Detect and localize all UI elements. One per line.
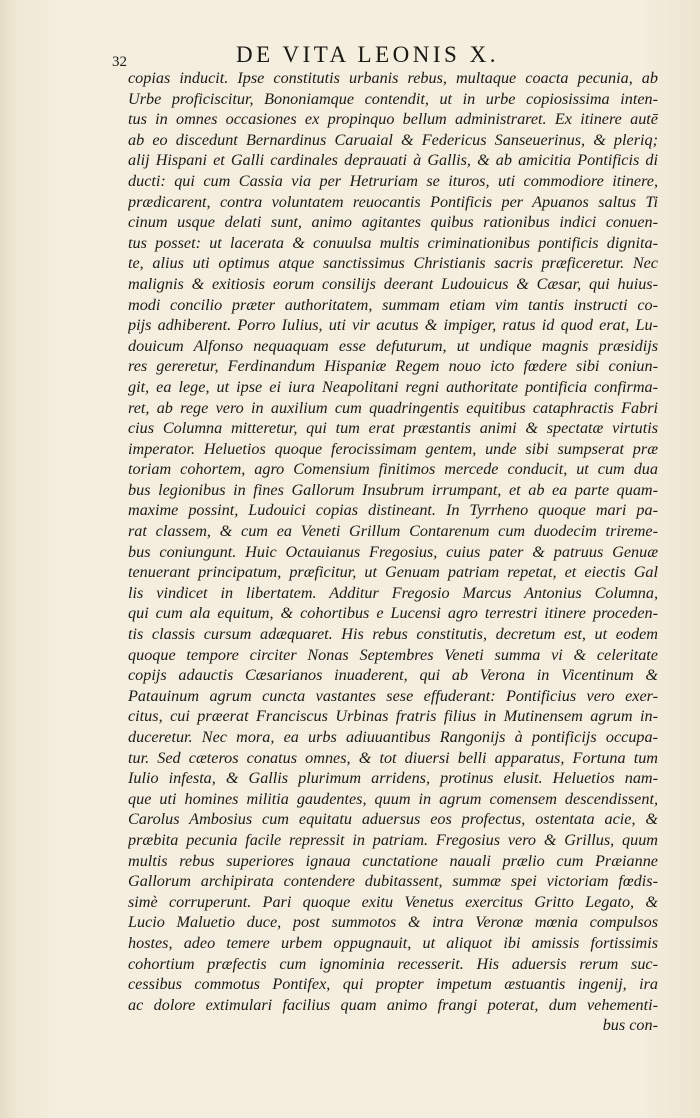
- running-head: DE VITA LEONIS X.: [236, 42, 499, 67]
- text-line: bus coniungunt. Huic Octauianus Fregosius, cuius pater & patruus Genuæ: [128, 542, 658, 561]
- text-line: Urbe proficiscitur, Bononiamque contendit, ut in urbe copiosissima inten-: [128, 89, 658, 108]
- text-line: maxime possint, Ludouici copias distineant. In Tyrrheno quoque mari pa-: [128, 501, 658, 520]
- text-line: Lucio Maluetio duce, post summotos & intra Veronæ mœnia compulsos: [128, 913, 658, 932]
- text-line: citus, cui præerat Franciscus Urbinas fratris filius in Mutinensem agrum in-: [128, 707, 658, 726]
- text-line: toriam cohortem, agro Comensium finitimos mercede conducit, ut cum dua: [128, 460, 658, 479]
- text-line: alij Hispani et Galli cardinales deprauati à Gallis, & ab amicitia Pontificis di: [128, 151, 658, 170]
- text-line: imperator. Heluetios quoque ferocissimam gentem, unde sibi sumpserat præ: [128, 439, 658, 458]
- text-line: copijs adauctis Cæsarianos inuaderent, qui ab Verona in Vicentinum &: [128, 666, 658, 685]
- text-line: tur. Sed cæteros conatus omnes, & tot diuersi belli apparatus, Fortuna tum: [128, 748, 658, 767]
- text-line: Patauinum agrum cuncta vastantes sese effuderant: Pontificius vero exer-: [128, 686, 658, 705]
- text-line: ab eo discedunt Bernardinus Caruaial & Federicus Sanseuerinus, & pleriq;: [128, 130, 658, 149]
- text-line: Carolus Ambosius cum equitatu aduersus eos profectus, ostentata acie, &: [128, 810, 658, 829]
- text-line: Gallorum archipirata contendere dubitassent, summæ spei victoriam fœdis-: [128, 872, 658, 891]
- text-line: copias inducit. Ipse constitutis urbanis rebus, multaque coacta pecunia, ab: [128, 69, 658, 87]
- text-line: te, alius uti optimus atque sanctissimus Christianis sacris præficeretur. Nec: [128, 254, 658, 273]
- text-line: tus in omnes occasiones ex propinquo bellum administraret. Ex itinere autē: [128, 110, 658, 129]
- text-line: duceretur. Nec mora, ea urbs adiuuantibus Rangonijs à pontificijs occupa-: [128, 728, 658, 746]
- page-number: 32: [112, 54, 127, 70]
- text-line: malignis & exitiosis eorum consilijs deerant Ludouicus & Cæsar, qui huius-: [128, 274, 658, 293]
- text-line: cinum usque delati sunt, animo agitantes quibus rationibus indici conuen-: [128, 213, 658, 232]
- text-line: git, ea lege, ut ipse ei iura Neapolitani regni authoritate pontificia confirma-: [128, 377, 658, 396]
- text-line: hostes, adeo temere urbem oppugnauit, ut aliquot ibi amissis fortissimis: [128, 933, 658, 952]
- text-line: ducti: qui cum Cassia via per Hetruriam se ituros, uti commodiore itinere,: [128, 171, 658, 190]
- text-line: rat classem, & cum ea Veneti Grillum Contarenum cum duodecim trireme-: [128, 522, 658, 541]
- text-line: que uti homines militia gaudentes, quum in agrum comensem descendissent,: [128, 789, 658, 808]
- text-line: simè corruperunt. Pari quoque exitu Venetus exercitus Gritto Legato, &: [128, 892, 658, 911]
- text-line: tus posset: ut lacerata & conuulsa multis criminationibus pontificis dignita-: [128, 233, 658, 252]
- text-line: modi concilio præter authoritatem, summam etiam vim tantis instructi co-: [128, 295, 658, 314]
- text-line: qui cum ala equitum, & cohortibus e Lucensi agro terrestri itinere proceden-: [128, 604, 658, 623]
- text-line: lis vindicet in libertatem. Additur Fregosio Marcus Antonius Columna,: [128, 583, 658, 602]
- text-line: ret, ab rege vero in auxilium cum quadringentis equitibus cataphractis Fabri: [128, 398, 658, 417]
- text-line: pijs adhiberent. Porro Iulius, uti vir acutus & impiger, ratus id quod erat, Lu-: [128, 316, 658, 335]
- text-line: præbita pecunia facile repressit in patriam. Fregosius vero & Grillus, quum: [128, 830, 658, 849]
- text-line: tenuerant principatum, præficitur, ut Genuam patriam repetat, et eiectis Gal: [128, 563, 658, 582]
- text-line: cius Columna mitteretur, qui tum erat præstantis animi & spectatæ virtutis: [128, 419, 658, 438]
- text-line: prædicarent, contra voluntatem reuocantis Pontificis per Apuanos saltus Ti: [128, 192, 658, 211]
- text-line: cessibus commotus Pontifex, qui propter impetum æstuantis ingenij, ira: [128, 975, 658, 994]
- text-line: cohortium præfectis cum ignominia recesserit. His aduersis rerum suc-: [128, 954, 658, 973]
- text-line: tis classis cursum adæquaret. His rebus constitutis, decretum est, ut eodem: [128, 625, 658, 644]
- text-line: ac dolore extimulari facilius quam animo frangi poterat, dum vehementi-: [128, 995, 658, 1014]
- text-line: res gereretur, Ferdinandum Hispaniæ Regem nouo icto fœdere sibi coniun-: [128, 357, 658, 376]
- text-line: bus legionibus in fines Gallorum Insubrum irrumpant, et ab ea parte quam-: [128, 480, 658, 499]
- text-line: bus con-: [602, 1016, 658, 1035]
- text-line: multis rebus superiores ignaua cunctatione nauali prælio cum Præianne: [128, 851, 658, 870]
- text-line: douicum Alfonso nequaquam esse defuturum, ut undique magnis præsidijs: [128, 336, 658, 355]
- text-line: quoque tempore circiter Nonas Septembres Veneti summa vi & celeritate: [128, 645, 658, 664]
- body-text: [128, 68, 658, 1036]
- text-line: Iulio infesta, & Gallis plurimum arridens, protinus elusit. Heluetios nam-: [128, 769, 658, 788]
